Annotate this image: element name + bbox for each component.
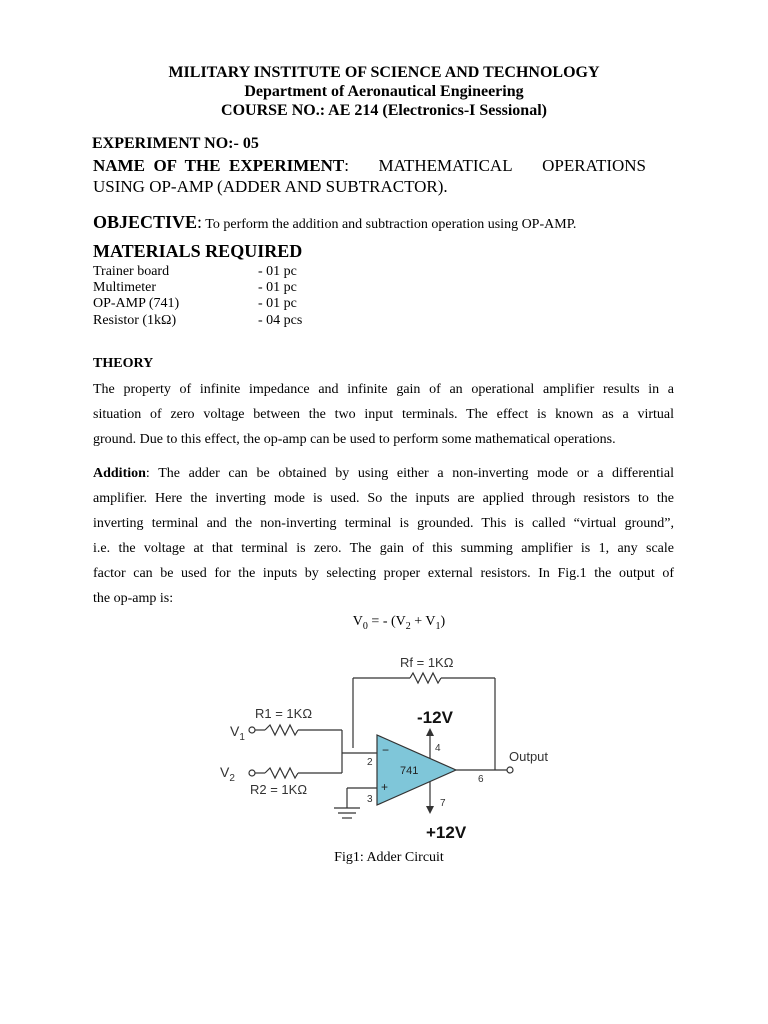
- paragraph-line: the op-amp is:: [93, 591, 174, 606]
- material-item: [93, 296, 297, 312]
- experiment-number: EXPERIMENT NO:- 05: [92, 135, 259, 152]
- rf-label: Rf = 1KΩ: [400, 655, 454, 670]
- experiment-name-word1: MATHEMATICAL: [378, 156, 513, 175]
- paragraph-line: amplifier. Here the inverting mode is used. So the inputs are applied through resistors to the: [93, 491, 674, 506]
- formula-text: + V: [410, 614, 436, 629]
- paragraph-line: situation of zero voltage between the two input terminals. The effect is known as a virtual: [93, 407, 674, 422]
- output-label: Output: [509, 749, 549, 764]
- theory-paragraph: [93, 377, 674, 452]
- paragraph-line: [93, 461, 674, 486]
- formula-sub: 2: [405, 620, 411, 632]
- material-qty: - 01 pc: [258, 264, 297, 279]
- rf-resistor: [410, 673, 441, 683]
- v2-label: $V_2$: [220, 764, 235, 784]
- experiment-name-label: NAME OF THE EXPERIMENT: [93, 156, 345, 175]
- arrow-down-icon: [426, 806, 434, 814]
- pin-6: 6: [478, 774, 484, 785]
- output-formula: [0, 614, 768, 632]
- addition-first-text: : The adder can be obtained by using either a non-inverting mode or a differential: [145, 466, 674, 481]
- material-qty: - 01 pc: [258, 296, 297, 311]
- addition-paragraph: [93, 461, 674, 611]
- formula-sub: 0: [362, 620, 368, 632]
- neg-supply-label: -12V: [417, 708, 453, 727]
- minus-sign: −: [382, 743, 390, 757]
- objective-label: OBJECTIVE: [93, 212, 198, 232]
- pin-7: 7: [440, 798, 446, 809]
- department-title: Department of Aeronautical Engineering: [244, 83, 524, 100]
- v1-terminal: [249, 727, 255, 733]
- arrow-up-icon: [426, 728, 434, 736]
- paragraph-line: factor can be used for the inputs by selecting proper external resistors. In Fig.1 the output of: [93, 566, 674, 581]
- materials-title: MATERIALS REQUIRED: [93, 241, 303, 261]
- r1-resistor: [265, 725, 298, 735]
- paragraph-line: i.e. the voltage at that terminal is zero. The gain of this summing amplifier is 1, any scale: [93, 541, 674, 556]
- output-terminal: [507, 767, 513, 773]
- formula-text: = - (V: [367, 614, 406, 629]
- objective-sep: :: [197, 212, 203, 232]
- objective-text: To perform the addition and subtraction operation using OP-AMP.: [202, 217, 577, 232]
- experiment-name-sep: :: [344, 156, 349, 175]
- material-qty: - 01 pc: [258, 280, 297, 295]
- material-name: OP-AMP (741): [93, 296, 180, 311]
- pos-supply-label: +12V: [426, 823, 467, 842]
- pin-3: 3: [367, 794, 373, 805]
- r1-label: R1 = 1KΩ: [255, 706, 313, 721]
- opamp-label: 741: [400, 765, 419, 777]
- figure-caption: Fig1: Adder Circuit: [334, 850, 444, 865]
- r2-label: R2 = 1KΩ: [250, 782, 308, 797]
- course-title: COURSE NO.: AE 214 (Electronics-I Sessional): [221, 102, 547, 119]
- material-item: [93, 264, 297, 280]
- experiment-name-line1: [93, 155, 646, 176]
- v1-label: $V_1$: [230, 723, 245, 743]
- material-name: Resistor (1kΩ): [93, 313, 177, 328]
- formula-sub: 1: [435, 620, 441, 632]
- material-item: [93, 280, 297, 296]
- addition-label: Addition: [93, 466, 146, 481]
- r2-resistor: [265, 768, 298, 778]
- material-name: Multimeter: [93, 280, 156, 295]
- theory-title: THEORY: [93, 356, 154, 371]
- experiment-name-line2: USING OP-AMP (ADDER AND SUBTRACTOR).: [93, 177, 448, 196]
- material-name: Trainer board: [93, 264, 170, 279]
- formula-text: V: [352, 614, 363, 629]
- paragraph-line: ground. Due to this effect, the op-amp can be used to perform some mathematical operations.: [93, 432, 616, 447]
- material-item: [93, 313, 303, 329]
- paragraph-line: inverting terminal and the non-inverting terminal is grounded. This is called “virtual ground”,: [93, 516, 674, 531]
- institute-title: MILITARY INSTITUTE OF SCIENCE AND TECHNOLOGY: [168, 64, 600, 81]
- objective: [93, 212, 576, 233]
- adder-circuit-diagram: [210, 648, 570, 843]
- pin-2: 2: [367, 757, 373, 768]
- formula-text: ): [440, 614, 446, 629]
- plus-sign: +: [381, 780, 389, 794]
- pin-4: 4: [435, 743, 441, 754]
- paragraph-line: The property of infinite impedance and infinite gain of an operational amplifier results in a: [93, 382, 674, 397]
- experiment-name-word2: OPERATIONS: [542, 156, 646, 175]
- v2-terminal: [249, 770, 255, 776]
- material-qty: - 04 pcs: [258, 313, 303, 328]
